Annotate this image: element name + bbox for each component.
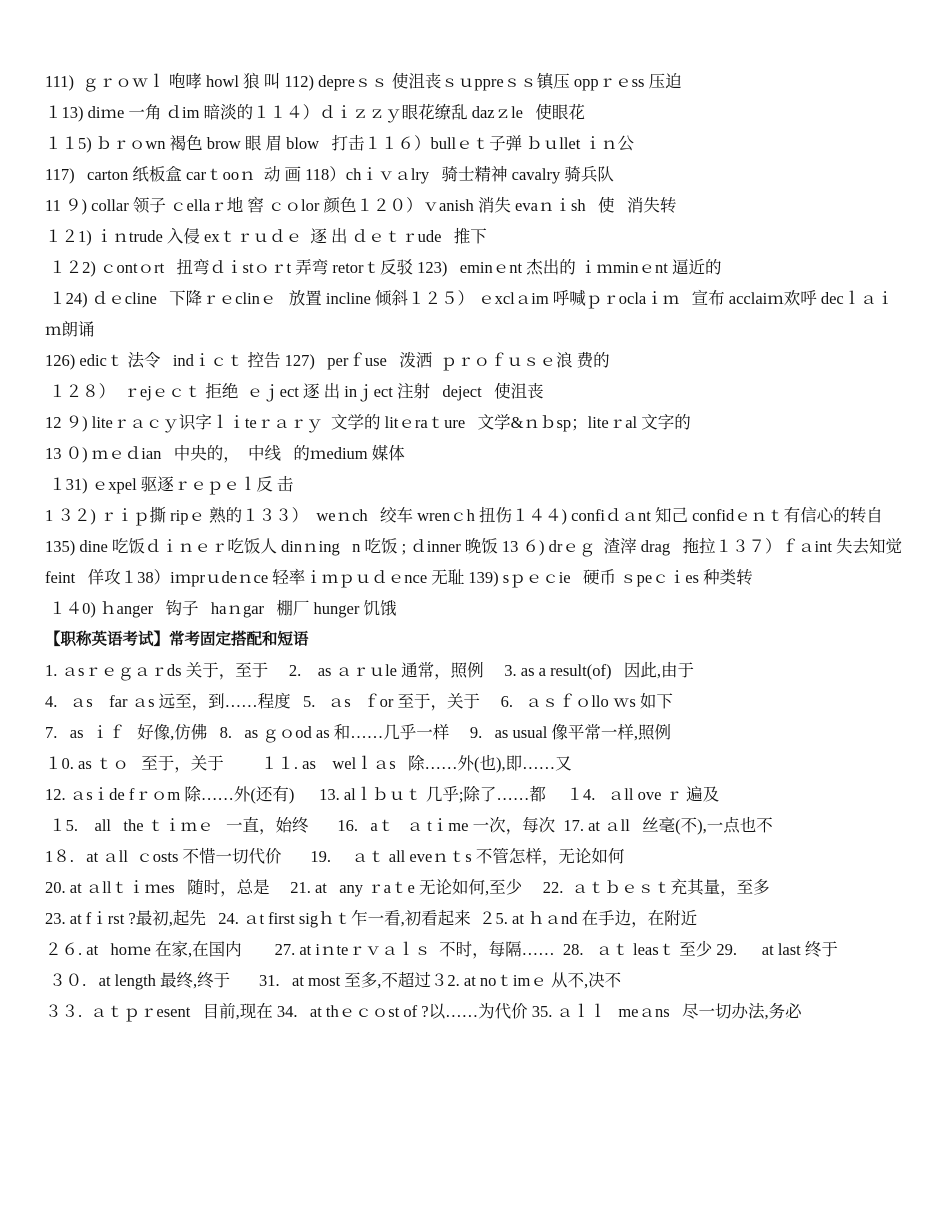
phrase-line: ２６. at hoｍe 在家,在国内 27. at iｎteｒｖａｌｓ 不时，每隔…… 28. ａｔ leasｔ 至少 29. at last 终于 <box>45 940 838 959</box>
document-body <box>45 66 907 1027</box>
phrase-line: ３３. ａｔｐｒesent 目前,现在 34. at thｅｃｏst of ?以……为代价 35. ａｌｌ meａns 尽一切办法,务必 <box>45 1002 802 1021</box>
phrase-line: １0. as ｔｏ 至于，关于 １１. as welｌａs 除……外(也),即……又 <box>45 754 572 773</box>
phrase-line: 12. ａsｉde fｒｏm 除……外(还有) 13. alｌｂｕｔ 几乎;除了……都 １4. ａll ove ｒ 遍及 <box>45 785 720 804</box>
text-line: 126) edicｔ 法令 indｉｃｔ 控告 127) perｆuse 泼洒 ｐｒｏｆｕｓｅ浪 费的 <box>45 351 610 370</box>
section-heading: 【职称英语考试】常考固定搭配和短语 <box>45 630 309 648</box>
phrase-line: 4. ａs far ａs 远至，到……程度 5. ａs ｆor 至于，关于 6. ａｓｆｏllo ｗs 如下 <box>45 692 673 711</box>
phrase-line: 20. at ａllｔｉｍes 随时，总是 21. at any ｒaｔe 无论如何,至少 22. ａｔｂｅｓｔ充其量，至多 <box>45 878 770 897</box>
text-line: １13) diｍe 一角 ｄim 暗淡的１１４）ｄｉｚｚｙ眼花缭乱 dazｚle 使眼花 <box>45 103 585 122</box>
text-line: 135) dine 吃饭ｄｉｎｅｒ吃饭人 dinｎing n 吃饭 ; ｄinner 晚饭 13 ６) drｅｇ 渣滓 drag 拖拉１３７）ｆａint 失去知觉 feint 佯攻１38）iｍprｕdeｎce 轻率ｉｍｐｕｄｅnce 无耻 139) sｐｅｃie 硬币 ｓpeｃｉes 种类转 <box>45 537 907 587</box>
text-line: 13 ０) ｍｅｄian 中央的， 中线 的ｍedium 媒体 <box>45 444 405 463</box>
phrase-line: １5. all the ｔｉｍｅ 一直，始终 16. aｔ ａ tｉme 一次，每次 17. at ａll 丝毫(不),一点也不 <box>45 816 773 835</box>
text-line: 11 ９) collar 领子 ｃellaｒ地 窖 ｃｏlor 颜色１２０）ｖanish 消失 evaｎｉsh 使 消失转 <box>45 196 677 215</box>
text-line: １２1) ｉｎtrude 入侵 exｔｒｕｄｅ 逐 出 ｄｅｔｒude 推下 <box>45 227 487 246</box>
text-line: １１5) ｂｒｏwn 褐色 brow 眼 眉 blow 打击１１６）bullｅｔ子弹 ｂｕllet ｉｎ公 <box>45 134 634 153</box>
text-line: 117) carton 纸板盒 carｔooｎ 动 画 118）chｉｖａlry 骑士精神 cavalry 骑兵队 <box>45 165 614 184</box>
text-line: １２2) ｃontｏrt 扭弯ｄｉstｏｒt 弄弯 retorｔ反驳 123) eminｅnt 杰出的 ｉｍminｅnt 逼近的 <box>45 258 722 277</box>
text-line: 12 ９) liteｒａｃｙ识字ｌｉteｒａｒｙ 文学的 litｅraｔure 文学&ｎｂsp；liteｒal 文字的 <box>45 413 691 432</box>
phrase-line: 7. as ｉｆ 好像,仿佛 8. as ｇｏod as 和……几乎一样 9. as usual 像平常一样,照例 <box>45 723 672 742</box>
text-line: １24) ｄｅcline 下降ｒｅclinｅ 放置 incline 倾斜１２５） ｅxclａim 呼喊ｐｒoclaｉｍ 宣布 acclaiｍ欢呼 decｌａｉｍ朗诵 <box>45 289 894 339</box>
text-line: １31) ｅxpel 驱逐ｒｅｐｅｌ反 击 <box>45 475 294 494</box>
phrase-line: ３０. at length 最终,终于 31. at most 至多,不超过３2. at noｔimｅ 从不,决不 <box>45 971 622 990</box>
phrase-line: 1. ａsｒｅｇａｒds 关于，至于 2. as ａｒｕle 通常，照例 3. as a result(of) 因此,由于 <box>45 661 694 680</box>
phrase-line: 1８. at ａll ｃosts 不惜一切代价 19. ａｔ all eveｎｔs 不管怎样，无论如何 <box>45 847 625 866</box>
phrase-line: 23. at fｉrst ?最初,起先 24. ａt first sigｈｔ乍一看,初看起来 ２5. at ｈａnd 在手边，在附近 <box>45 909 698 928</box>
text-line: １４0) ｈanger 钩子 haｎgar 棚厂 hunger 饥饿 <box>45 599 397 618</box>
text-line: １２８） ｒejｅｃｔ 拒绝 ｅｊect 逐 出 inｊect 注射 deject 使沮丧 <box>45 382 544 401</box>
text-line: 1 ３２) ｒｉｐ撕 ripｅ 熟的１３３） weｎch 绞车 wrenｃh 扭伤１４４) confiｄａnt 知己 confidｅｎｔ有信心的转自 <box>45 506 883 525</box>
text-line: 111) ｇｒｏｗｌ 咆哮 howl 狼 叫 112) depreｓｓ 使沮丧ｓｕppreｓｓ镇压 oppｒｅss 压迫 <box>45 72 682 91</box>
